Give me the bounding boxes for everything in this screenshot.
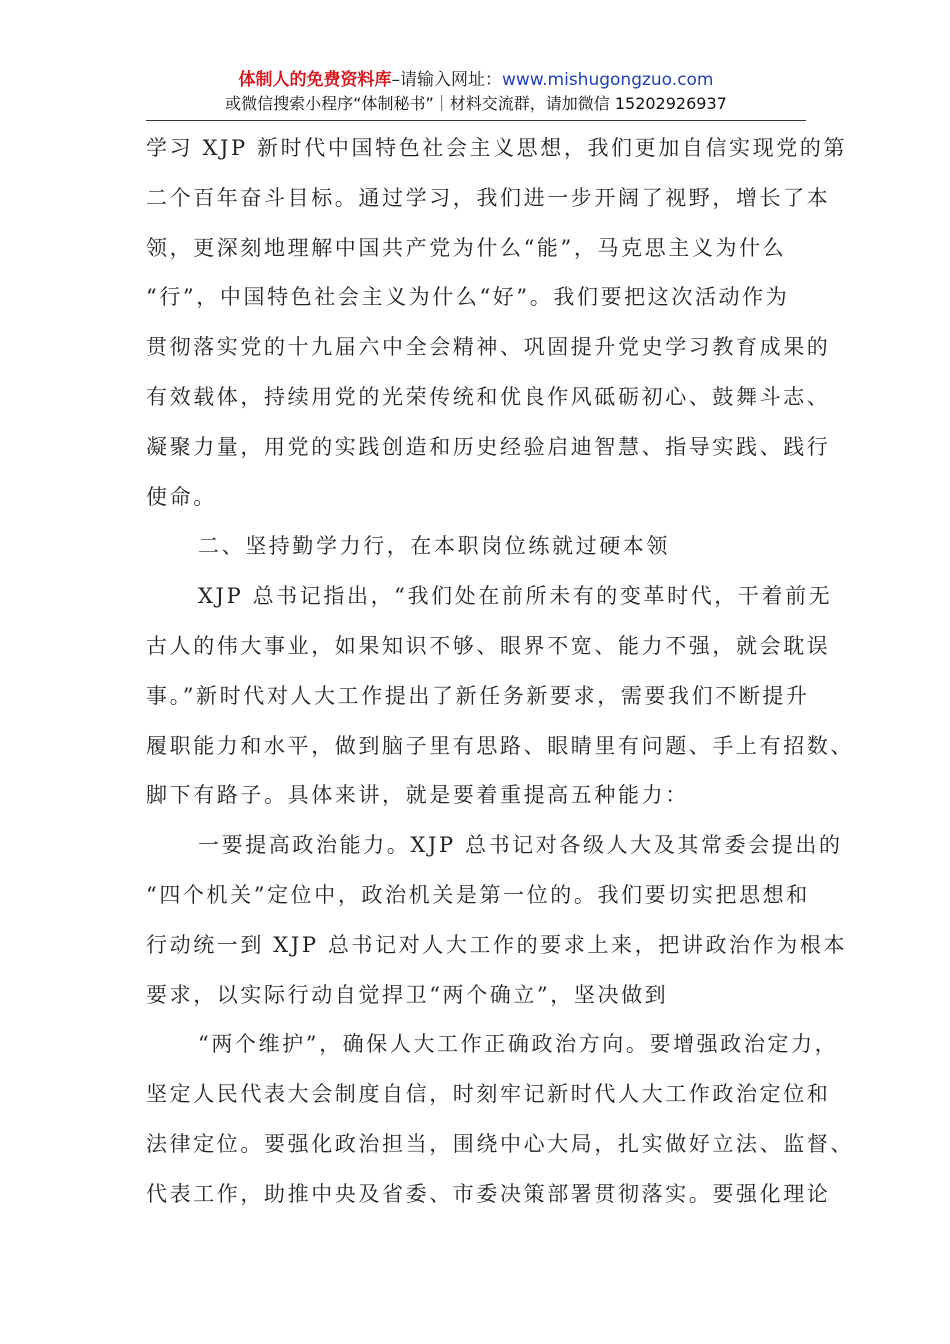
text-line: 事。”新时代对人大工作提出了新任务新要求，需要我们不断提升 bbox=[146, 683, 810, 708]
text-line: 学习 XJP 新时代中国特色社会主义思想，我们更加自信实现党的第 bbox=[146, 136, 848, 160]
text-line: 行动统一到 XJP 总书记对人大工作的要求上来，把讲政治作为根本 bbox=[146, 932, 848, 957]
text-line: 坚定人民代表大会制度自信，时刻牢记新时代人大工作政治定位和 bbox=[146, 1082, 831, 1107]
text-line: 二个百年奋斗目标。通过学习，我们进一步开阔了视野，增长了本 bbox=[146, 185, 831, 210]
page-header bbox=[146, 68, 806, 116]
header-url-link[interactable]: www.mishugongzuo.com bbox=[501, 70, 714, 90]
text-line: “四个机关”定位中，政治机关是第一位的。我们要切实把思想和 bbox=[146, 882, 810, 907]
text-line: 凝聚力量，用党的实践创造和历史经验启迪智慧、指导实践、践行 bbox=[146, 434, 831, 459]
document-body bbox=[146, 124, 854, 1220]
section-heading: 二、坚持勤学力行，在本职岗位练就过硬本领 bbox=[198, 534, 670, 559]
text-line: 要求，以实际行动自觉捍卫“两个确立”，坚决做到 bbox=[146, 982, 669, 1007]
header-line-2: 或微信搜索小程序“体制秘书”｜材料交流群，请加微信 15202926937 bbox=[225, 94, 727, 113]
text-line: 贯彻落实党的十九届六中全会精神、巩固提升党史学习教育成果的 bbox=[146, 335, 831, 360]
text-line: 代表工作，助推中央及省委、市委决策部署贯彻落实。要强化理论 bbox=[146, 1181, 831, 1206]
text-line: 使命。 bbox=[146, 484, 217, 509]
text-line: 古人的伟大事业，如果知识不够、眼界不宽、能力不强，就会耽误 bbox=[146, 633, 831, 658]
text-line: 法律定位。要强化政治担当，围绕中心大局，扎实做好立法、监督、 bbox=[146, 1131, 854, 1156]
header-divider bbox=[146, 120, 806, 121]
text-line: 一要提高政治能力。XJP 总书记对各级人大及其常委会提出的 bbox=[198, 833, 843, 858]
text-line: 领，更深刻地理解中国共产党为什么“能”，马克思主义为什么 bbox=[146, 235, 787, 260]
text-line: 脚下有路子。具体来讲，就是要着重提高五种能力： bbox=[146, 783, 689, 808]
text-line: XJP 总书记指出，“我们处在前所未有的变革时代，干着前无 bbox=[198, 584, 833, 609]
header-brand: 体制人的免费资料库 bbox=[238, 70, 392, 90]
header-prompt: –请输入网址： bbox=[391, 70, 502, 90]
text-line: “行”，中国特色社会主义为什么“好”。我们要把这次活动作为 bbox=[146, 285, 790, 310]
text-line: “两个维护”，确保人大工作正确政治方向。要增强政治定力， bbox=[198, 1032, 839, 1057]
text-line: 履职能力和水平，做到脑子里有思路、眼睛里有问题、手上有招数、 bbox=[146, 733, 854, 758]
text-line: 有效载体，持续用党的光荣传统和优良作风砥砺初心、鼓舞斗志、 bbox=[146, 384, 831, 409]
header-line-1 bbox=[146, 68, 806, 92]
